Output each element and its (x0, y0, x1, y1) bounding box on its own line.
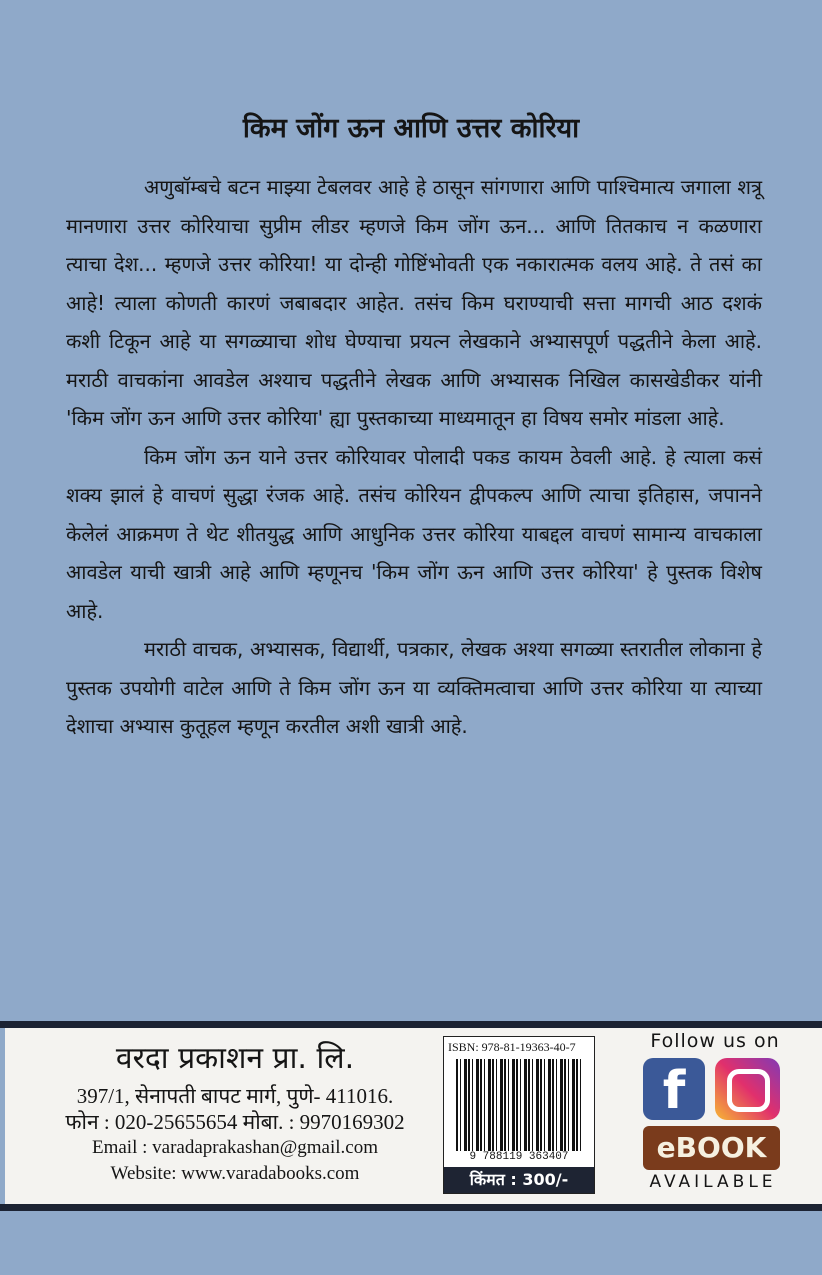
ebook-e: e (656, 1131, 676, 1164)
publisher-phone: फोन : 020-25655654 मोबा. : 9970169302 (65, 1110, 405, 1134)
isbn-label: ISBN: 978-81-19363-40-7 (448, 1040, 576, 1054)
divider-top (0, 1021, 822, 1028)
price: किंमत : 300/- (444, 1167, 594, 1193)
blurb-paragraph: मराठी वाचक, अभ्यासक, विद्यार्थी, पत्रकार, लेखक अश्या सगळ्या स्तरातील लोकाना हे पुस्तक उपयोगी वाटेल आणि ते किम जोंग ऊन या व्यक्तिमत्वाचा आणि उत्तर कोरिया या त्याच्या देशाचा अभ्यास कुतूहल म्हणून करतील अशी खात्री आहे. (66, 637, 762, 738)
publisher-email: Email : varadaprakashan@gmail.com (91, 1137, 379, 1158)
divider-bottom (0, 1204, 822, 1211)
follow-label: Follow us on (650, 1030, 780, 1052)
blurb-paragraph: अणुबॉम्बचे बटन माझ्या टेबलवर आहे हे ठासून सांगणारा आणि पाश्चिमात्य जगाला शत्रू मानणारा उत्तर कोरियाचा सुप्रीम लीडर म्हणजे किम जोंग ऊन... आणि तितकाच न कळणारा त्याचा देश... म्हणजे उत्तर कोरिया! या दोन्ही गोष्टिंभोवती एक नकारात्मक वलय आहे. ते तसं का आहे! त्याला कोणती कारणं जबाबदार आहेत. तसंच किम घराण्याची सत्ता मागची आठ दशकं कशी टिकून आहे या सगळ्याचा शोध घेण्याचा प्रयत्न लेखकाने अभ्यासपूर्ण पद्धतीने केला आहे. मराठी वाचकांना आवडेल अश्याच पद्धतीने लेखक आणि अभ्यासक निखिल कासखेडीकर यांनी 'किम जोंग ऊन आणि उत्तर कोरिया' ह्या पुस्तकाच्या माध्यमातून हा विषय समोर मांडला आहे. (66, 175, 762, 430)
barcode-number: 9 788119 363407 (469, 1151, 569, 1163)
ebook-logo (643, 1126, 780, 1170)
publisher-name: वरदा प्रकाशन प्रा. लि. (115, 1041, 355, 1076)
publisher-address: 397/1, सेनापती बापट मार्ग, पुणे- 411016. (76, 1084, 394, 1108)
facebook-icon: f (643, 1058, 705, 1120)
barcode (456, 1059, 582, 1151)
publisher-panel (5, 1028, 822, 1204)
book-title: किम जोंग ऊन आणि उत्तर कोरिया (242, 113, 580, 144)
publisher-website: Website: www.varadabooks.com (110, 1163, 360, 1184)
blurb-paragraph: किम जोंग ऊन याने उत्तर कोरियावर पोलादी पकड कायम ठेवली आहे. हे त्याला कसं शक्य झालं हे वाचणं सुद्धा रंजक आहे. तसंच कोरियन द्वीपकल्प आणि त्याचा इतिहास, जपानने केलेलं आक्रमण ते थेट शीतयुद्ध आणि आधुनिक उत्तर कोरिया याबद्दल वाचणं सामान्य वाचकाला आवडेल याची खात्री आहे आणि म्हणूनच 'किम जोंग ऊन आणि उत्तर कोरिया' हे पुस्तक विशेष आहे. (66, 444, 762, 623)
available-label: AVAILABLE (649, 1172, 777, 1192)
blurb (66, 168, 762, 746)
instagram-icon (715, 1058, 780, 1120)
publisher-info (25, 1028, 445, 1187)
ebook-text: BOOK (675, 1131, 767, 1164)
isbn-box (443, 1036, 595, 1194)
social-block (640, 1028, 790, 1192)
